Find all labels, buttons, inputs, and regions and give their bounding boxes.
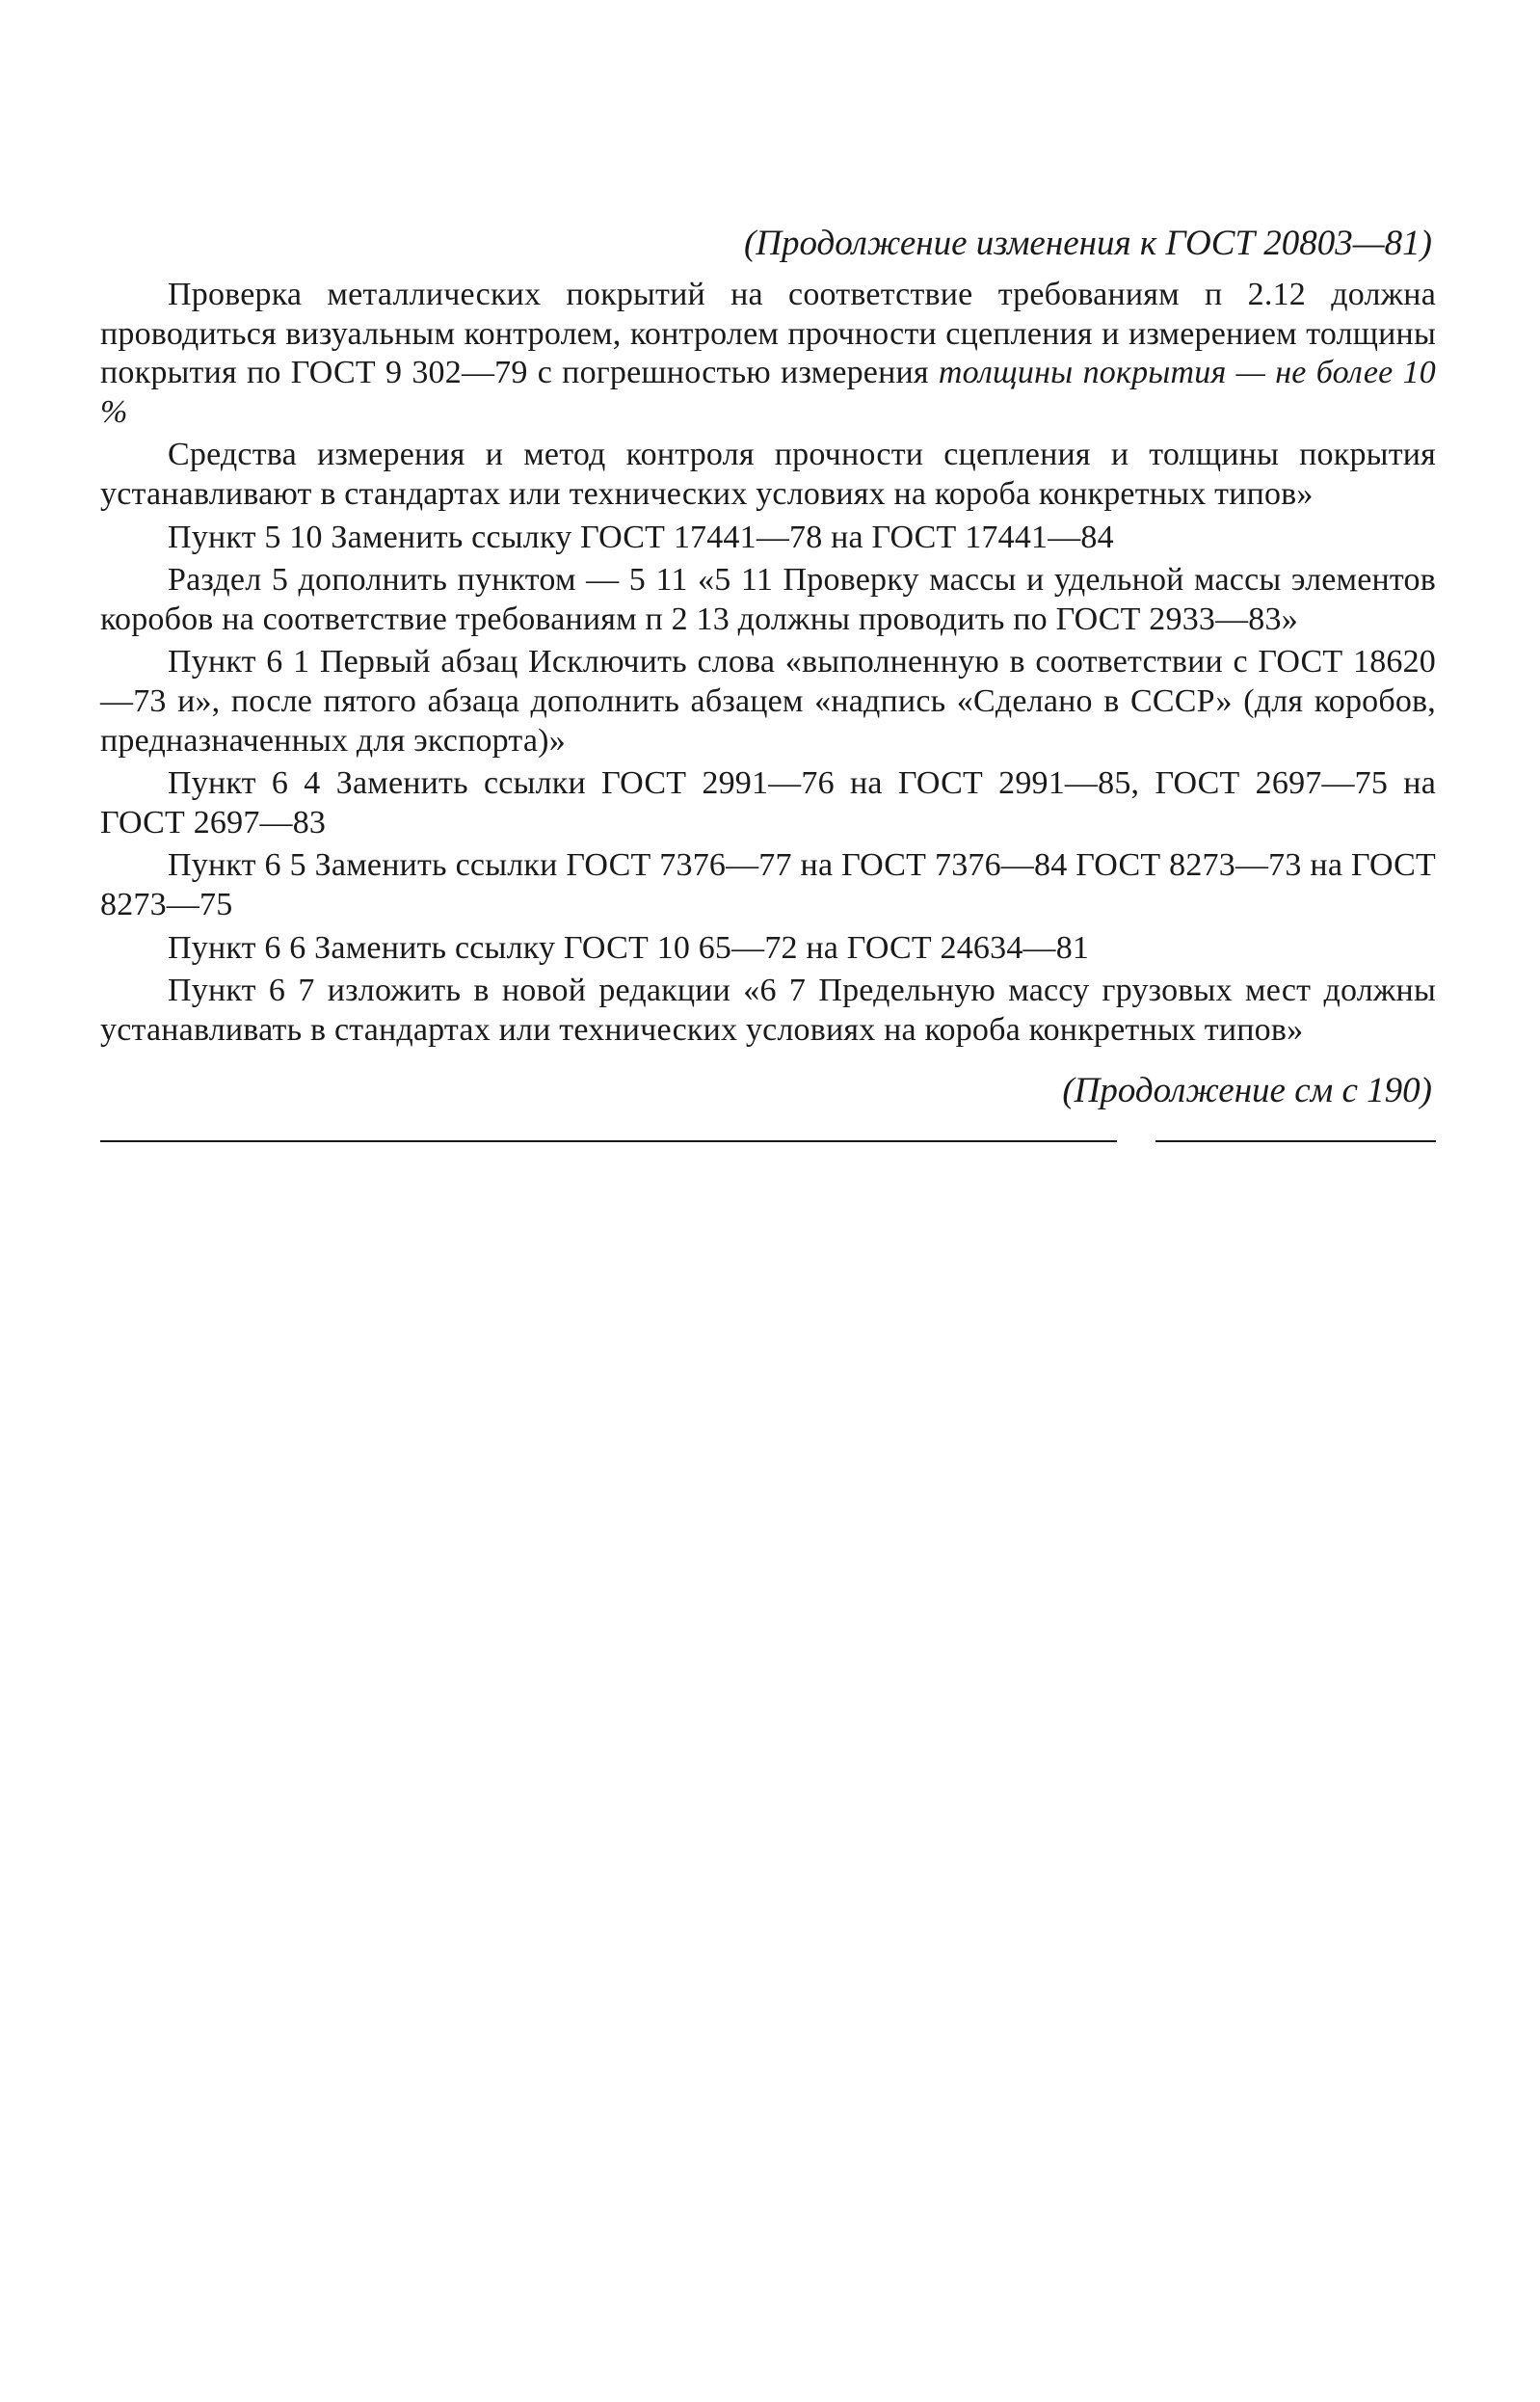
paragraph-item-6-7: Пункт 6 7 изложить в новой редакции «6 7 Предельную массу грузовых мест должны устанавливать в стандартах или технических условиях на короба конкретных типов» <box>100 973 1436 1048</box>
paragraph-item-6-4: Пункт 6 4 Заменить ссылки ГОСТ 2991—76 на ГОСТ 2991—85, ГОСТ 2697—75 на ГОСТ 2697—83 <box>100 765 1436 841</box>
paragraph-item-6-5: Пункт 6 5 Заменить ссылки ГОСТ 7376—77 на ГОСТ 7376—84 ГОСТ 8273—73 на ГОСТ 8273—75 <box>100 847 1436 922</box>
footer-rule-right <box>1155 1140 1436 1142</box>
continuation-footer: (Продолжение см с 190) <box>1062 1071 1432 1111</box>
continuation-header: (Продолжение изменения к ГОСТ 20803—81) <box>743 224 1432 263</box>
document-page <box>100 222 1436 1146</box>
footer-rule <box>100 1136 1436 1146</box>
paragraph-measuring-means: Средства измерения и метод контроля прочности сцепления и толщины покрытия устанавливают в стандартах или технических условиях на короба конкретных типов» <box>100 437 1436 512</box>
paragraph-item-6-6: Пункт 6 6 Заменить ссылку ГОСТ 10 65—72 на ГОСТ 24634—81 <box>168 929 1090 966</box>
paragraph-item-6-1: Пункт 6 1 Первый абзац Исключить слова «выполненную в соответствии с ГОСТ 18620—73 и», после пятого абзаца дополнить абзацем «надпись «Сделано в СССР» (для коробов, предназначенных для экспорта)» <box>100 644 1436 759</box>
paragraph-metal-coatings: Проверка металлических покрытий на соответствие требованиям п 2.12 должна проводиться визуальным контролем, контролем прочности сцепления и измерением толщины покрытия по ГОСТ 9 302—79 с погрешностью измерения толщины покрытия — не более 10 % <box>100 277 1436 430</box>
paragraph-item-5-10: Пункт 5 10 Заменить ссылку ГОСТ 17441—78 на ГОСТ 17441—84 <box>168 519 1114 555</box>
footer-rule-left <box>100 1140 1117 1142</box>
paragraph-section-5: Раздел 5 дополнить пунктом — 5 11 «5 11 Проверку массы и удельной массы элементов коробов на соответствие требованиям п 2 13 должны проводить по ГОСТ 2933—83» <box>100 562 1436 637</box>
